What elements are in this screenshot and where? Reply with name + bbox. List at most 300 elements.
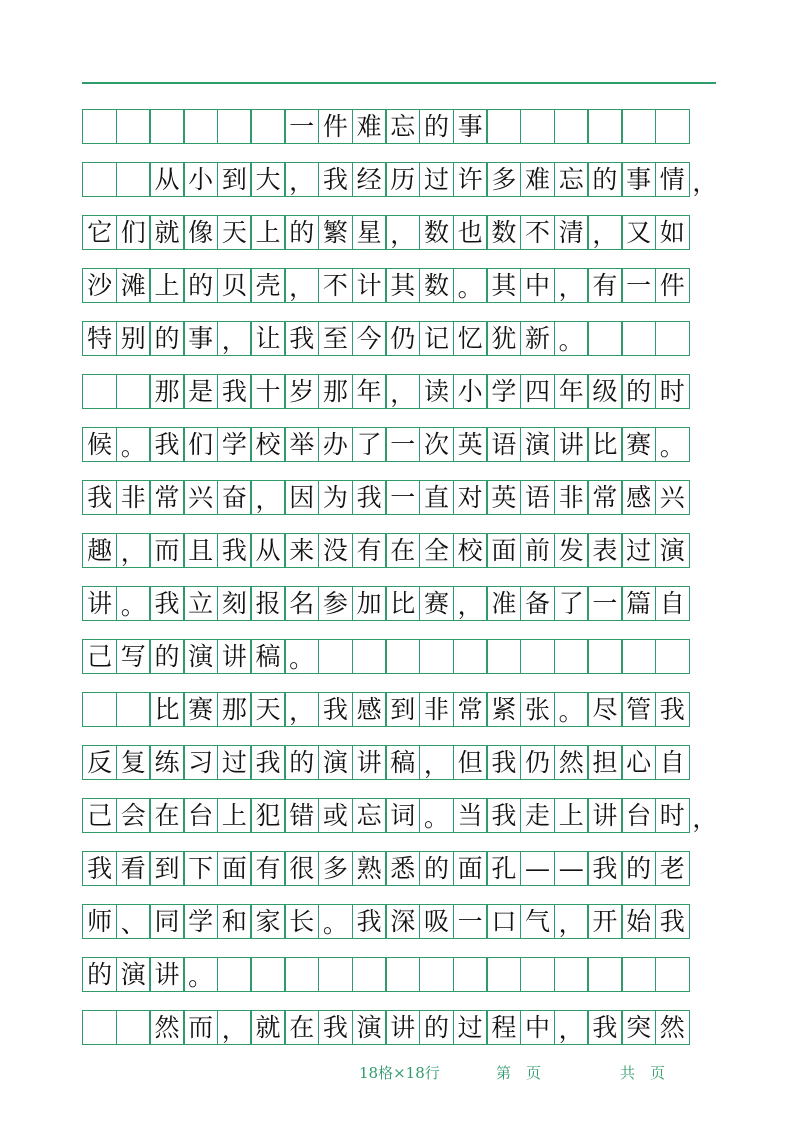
- grid-cell: 。: [453, 268, 488, 303]
- grid-cell: 名: [284, 586, 319, 621]
- grid-cell: 比: [149, 692, 184, 727]
- grid-cell: 学: [183, 904, 218, 939]
- grid-cell: [621, 957, 656, 992]
- grid-cell: 中: [520, 268, 555, 303]
- grid-cell: 兴: [183, 480, 218, 515]
- grid-cell: 十: [250, 374, 285, 409]
- grid-cell: 立: [183, 586, 218, 621]
- grid-cell: 我: [318, 162, 353, 197]
- grid-cell: 从: [149, 162, 184, 197]
- grid-cell: [183, 109, 218, 144]
- grid-cell: 自: [655, 586, 690, 621]
- grid-cell: 突: [621, 1010, 656, 1045]
- grid-cell: [587, 957, 622, 992]
- grid-cell: 演: [318, 745, 353, 780]
- grid-cell: 吸: [419, 904, 454, 939]
- grid-cell: 感: [621, 480, 656, 515]
- grid-cell: [621, 109, 656, 144]
- grid-cell: 复: [116, 745, 151, 780]
- grid-cell: 直: [419, 480, 454, 515]
- grid-cell: 记: [419, 321, 454, 356]
- grid-cell: [621, 321, 656, 356]
- grid-cell: ，: [284, 268, 319, 303]
- grid-cell: 时: [655, 374, 690, 409]
- grid-row: [82, 268, 716, 303]
- grid-cell: 稿: [385, 745, 420, 780]
- grid-cell: 长: [284, 904, 319, 939]
- grid-cell: 有: [250, 851, 285, 886]
- grid-cell: 别: [116, 321, 151, 356]
- grid-cell: [486, 957, 521, 992]
- grid-cell: 反: [82, 745, 117, 780]
- grid-cell: ，: [284, 692, 319, 727]
- grid-cell: 和: [217, 904, 252, 939]
- grid-cell: 也: [453, 215, 488, 250]
- grid-cell: 程: [486, 1010, 521, 1045]
- grid-cell: 的: [587, 162, 622, 197]
- grid-row: [82, 215, 716, 250]
- grid-cell: 了: [352, 427, 387, 462]
- grid-cell: ，: [554, 1010, 589, 1045]
- grid-cell: 过: [453, 1010, 488, 1045]
- grid-cell: 深: [385, 904, 420, 939]
- grid-cell: 的: [419, 1010, 454, 1045]
- grid-row: [82, 321, 716, 356]
- grid-cell: 天: [217, 215, 252, 250]
- grid-cell: 自: [655, 745, 690, 780]
- grid-cell: 演: [520, 427, 555, 462]
- grid-cell: 没: [318, 533, 353, 568]
- grid-cell: 犹: [486, 321, 521, 356]
- grid-cell: ，: [692, 168, 718, 197]
- grid-cell: [318, 639, 353, 674]
- grid-cell: 我: [655, 692, 690, 727]
- grid-cell: 我: [149, 586, 184, 621]
- grid-cell: 忘: [554, 162, 589, 197]
- grid-cell: 不: [520, 215, 555, 250]
- grid-cell: 趣: [82, 533, 117, 568]
- grid-cell: 从: [250, 533, 285, 568]
- grid-cell: 心: [621, 745, 656, 780]
- grid-cell: 一: [587, 586, 622, 621]
- grid-cell: 始: [621, 904, 656, 939]
- grid-cell: 忘: [385, 109, 420, 144]
- grid-cell: 看: [116, 851, 151, 886]
- grid-cell: 语: [486, 427, 521, 462]
- grid-cell: 件: [655, 268, 690, 303]
- grid-cell: [655, 321, 690, 356]
- grid-cell: 讲: [587, 798, 622, 833]
- grid-cell: 备: [520, 586, 555, 621]
- grid-cell: 像: [183, 215, 218, 250]
- grid-cell: 沙: [82, 268, 117, 303]
- grid-cell: 讲: [352, 745, 387, 780]
- grid-cell: 多: [486, 162, 521, 197]
- grid-cell: 我: [284, 321, 319, 356]
- grid-cell: 学: [217, 427, 252, 462]
- grid-cell: 大: [250, 162, 285, 197]
- grid-cell: 会: [116, 798, 151, 833]
- grid-cell: 兴: [655, 480, 690, 515]
- grid-cell: 比: [587, 427, 622, 462]
- grid-row: [82, 109, 716, 144]
- grid-cell: 来: [284, 533, 319, 568]
- grid-cell: 件: [318, 109, 353, 144]
- grid-cell: 台: [183, 798, 218, 833]
- grid-cell: [486, 109, 521, 144]
- grid-cell: 计: [352, 268, 387, 303]
- grid-cell: 校: [250, 427, 285, 462]
- grid-cell: 到: [217, 162, 252, 197]
- grid-cell: 难: [520, 162, 555, 197]
- grid-cell: [587, 321, 622, 356]
- grid-cell: 台: [621, 798, 656, 833]
- grid-cell: 然: [554, 745, 589, 780]
- grid-cell: [82, 692, 117, 727]
- grid-cell: 。: [284, 639, 319, 674]
- grid-cell: [82, 1010, 117, 1045]
- total-pages-label: 共 页: [620, 1064, 666, 1082]
- grid-cell: 它: [82, 215, 117, 250]
- grid-cell: 然: [149, 1010, 184, 1045]
- grid-cell: [587, 639, 622, 674]
- grid-cell: [486, 639, 521, 674]
- grid-row: [82, 692, 716, 727]
- grid-cell: ，: [419, 745, 454, 780]
- grid-cell: 因: [284, 480, 319, 515]
- grid-cell: 我: [352, 904, 387, 939]
- grid-cell: 非: [116, 480, 151, 515]
- grid-cell: [520, 639, 555, 674]
- grid-cell: 英: [453, 427, 488, 462]
- grid-cell: ，: [385, 215, 420, 250]
- writing-grid: [82, 109, 716, 1063]
- grid-cell: 紧: [486, 692, 521, 727]
- grid-cell: ，: [217, 1010, 252, 1045]
- grid-cell: 其: [486, 268, 521, 303]
- grid-cell: 讲: [217, 639, 252, 674]
- grid-cell: 然: [655, 1010, 690, 1045]
- grid-cell: 的: [82, 957, 117, 992]
- grid-cell: 一: [385, 480, 420, 515]
- grid-cell: 年: [352, 374, 387, 409]
- grid-cell: 走: [520, 798, 555, 833]
- grid-cell: 我: [82, 851, 117, 886]
- grid-cell: 历: [385, 162, 420, 197]
- grid-cell: 孔: [486, 851, 521, 886]
- grid-cell: [655, 109, 690, 144]
- grid-cell: [453, 639, 488, 674]
- grid-cell: 尽: [587, 692, 622, 727]
- grid-cell: 学: [486, 374, 521, 409]
- grid-cell: [116, 162, 151, 197]
- grid-cell: 的: [284, 215, 319, 250]
- grid-cell: 数: [486, 215, 521, 250]
- grid-cell: 让: [250, 321, 285, 356]
- grid-cell: 岁: [284, 374, 319, 409]
- grid-cell: 己: [82, 639, 117, 674]
- grid-cell: 全: [419, 533, 454, 568]
- grid-cell: 管: [621, 692, 656, 727]
- grid-cell: 加: [352, 586, 387, 621]
- grid-cell: 演: [655, 533, 690, 568]
- grid-cell: 事: [453, 109, 488, 144]
- grid-cell: 我: [486, 745, 521, 780]
- grid-cell: 英: [486, 480, 521, 515]
- grid-cell: 清: [554, 215, 589, 250]
- grid-cell: ，: [385, 374, 420, 409]
- grid-cell: 演: [183, 639, 218, 674]
- grid-cell: 但: [453, 745, 488, 780]
- grid-cell: 常: [453, 692, 488, 727]
- grid-cell: 参: [318, 586, 353, 621]
- grid-cell: 感: [352, 692, 387, 727]
- grid-cell: 到: [149, 851, 184, 886]
- grid-cell: 时: [655, 798, 690, 833]
- grid-cell: [587, 109, 622, 144]
- grid-cell: 过: [419, 162, 454, 197]
- grid-cell: 面: [486, 533, 521, 568]
- grid-cell: 师: [82, 904, 117, 939]
- grid-cell: [352, 957, 387, 992]
- grid-cell: 就: [250, 1010, 285, 1045]
- grid-cell: ，: [554, 904, 589, 939]
- grid-cell: 气: [520, 904, 555, 939]
- grid-cell: 而: [183, 1010, 218, 1045]
- grid-cell: 讲: [82, 586, 117, 621]
- grid-cell: ，: [554, 268, 589, 303]
- grid-cell: [284, 957, 319, 992]
- grid-cell: 讲: [385, 1010, 420, 1045]
- grid-cell: [554, 109, 589, 144]
- grid-cell: 犯: [250, 798, 285, 833]
- grid-cell: 发: [554, 533, 589, 568]
- grid-cell: 上: [217, 798, 252, 833]
- grid-cell: 在: [284, 1010, 319, 1045]
- grid-row: [82, 586, 716, 621]
- grid-cell: 为: [318, 480, 353, 515]
- grid-cell: 仍: [520, 745, 555, 780]
- grid-cell: 特: [82, 321, 117, 356]
- top-rule: [82, 82, 716, 84]
- grid-cell: 或: [318, 798, 353, 833]
- grid-cell: [352, 639, 387, 674]
- grid-cell: 数: [419, 215, 454, 250]
- grid-cell: 过: [621, 533, 656, 568]
- grid-cell: 赛: [183, 692, 218, 727]
- grid-cell: [250, 957, 285, 992]
- grid-cell: 不: [318, 268, 353, 303]
- grid-cell: 我: [149, 427, 184, 462]
- grid-row: [82, 851, 716, 886]
- grid-cell: 举: [284, 427, 319, 462]
- grid-row: [82, 480, 716, 515]
- grid-cell: 在: [149, 798, 184, 833]
- grid-cell: 我: [318, 1010, 353, 1045]
- grid-cell: 赛: [621, 427, 656, 462]
- grid-row: [82, 533, 716, 568]
- grid-cell: 读: [419, 374, 454, 409]
- grid-cell: [82, 109, 117, 144]
- grid-cell: 那: [149, 374, 184, 409]
- grid-cell: 演: [352, 1010, 387, 1045]
- grid-cell: 面: [217, 851, 252, 886]
- grid-cell: 刻: [217, 586, 252, 621]
- grid-cell: [149, 109, 184, 144]
- grid-cell: 我: [655, 904, 690, 939]
- grid-cell: 。: [183, 957, 218, 992]
- grid-cell: 前: [520, 533, 555, 568]
- grid-cell: 的: [419, 109, 454, 144]
- grid-cell: 稿: [250, 639, 285, 674]
- grid-cell: 校: [453, 533, 488, 568]
- grid-cell: 小: [453, 374, 488, 409]
- grid-row: [82, 427, 716, 462]
- grid-cell: 天: [250, 692, 285, 727]
- grid-cell: 其: [385, 268, 420, 303]
- grid-cell: 新: [520, 321, 555, 356]
- grid-row: [82, 904, 716, 939]
- grid-cell: 且: [183, 533, 218, 568]
- grid-cell: 的: [284, 745, 319, 780]
- grid-cell: [217, 109, 252, 144]
- grid-cell: 事: [183, 321, 218, 356]
- grid-cell: 常: [587, 480, 622, 515]
- grid-cell: [250, 109, 285, 144]
- grid-cell: ，: [692, 804, 718, 833]
- grid-cell: 经: [352, 162, 387, 197]
- grid-row: [82, 745, 716, 780]
- grid-cell: [419, 957, 454, 992]
- grid-cell: 。: [554, 321, 589, 356]
- grid-cell: 多: [318, 851, 353, 886]
- grid-cell: [116, 1010, 151, 1045]
- grid-spec-label: 18格×18行: [359, 1064, 440, 1082]
- grid-cell: 忆: [453, 321, 488, 356]
- grid-cell: ，: [284, 162, 319, 197]
- grid-cell: 。: [318, 904, 353, 939]
- grid-cell: 语: [520, 480, 555, 515]
- grid-cell: 次: [419, 427, 454, 462]
- grid-cell: [453, 957, 488, 992]
- grid-cell: [116, 109, 151, 144]
- grid-cell: 如: [655, 215, 690, 250]
- grid-cell: 到: [385, 692, 420, 727]
- grid-cell: 一: [284, 109, 319, 144]
- grid-cell: 篇: [621, 586, 656, 621]
- grid-cell: 滩: [116, 268, 151, 303]
- grid-cell: 非: [419, 692, 454, 727]
- grid-cell: 熟: [352, 851, 387, 886]
- grid-cell: 中: [520, 1010, 555, 1045]
- grid-cell: 是: [183, 374, 218, 409]
- grid-cell: [655, 957, 690, 992]
- grid-cell: 办: [318, 427, 353, 462]
- grid-cell: 对: [453, 480, 488, 515]
- grid-cell: 而: [149, 533, 184, 568]
- grid-cell: 同: [149, 904, 184, 939]
- grid-cell: 四: [520, 374, 555, 409]
- grid-cell: [520, 957, 555, 992]
- grid-cell: 情: [655, 162, 690, 197]
- grid-cell: 的: [183, 268, 218, 303]
- grid-cell: 一: [453, 904, 488, 939]
- grid-cell: 忘: [352, 798, 387, 833]
- grid-cell: 事: [621, 162, 656, 197]
- grid-cell: 贝: [217, 268, 252, 303]
- grid-cell: 有: [587, 268, 622, 303]
- grid-cell: 。: [655, 427, 690, 462]
- grid-cell: 我: [217, 374, 252, 409]
- grid-cell: 候: [82, 427, 117, 462]
- grid-cell: 错: [284, 798, 319, 833]
- grid-cell: 奋: [217, 480, 252, 515]
- grid-cell: 又: [621, 215, 656, 250]
- grid-cell: 上: [554, 798, 589, 833]
- grid-cell: 至: [318, 321, 353, 356]
- grid-cell: [621, 639, 656, 674]
- grid-cell: 准: [486, 586, 521, 621]
- grid-cell: 讲: [149, 957, 184, 992]
- grid-cell: 过: [217, 745, 252, 780]
- grid-cell: 我: [587, 851, 622, 886]
- grid-cell: 我: [82, 480, 117, 515]
- grid-row: [82, 162, 716, 197]
- grid-cell: 上: [250, 215, 285, 250]
- grid-cell: 在: [385, 533, 420, 568]
- grid-cell: —: [554, 851, 589, 886]
- grid-cell: 许: [453, 162, 488, 197]
- grid-cell: 。: [116, 427, 151, 462]
- grid-cell: 担: [587, 745, 622, 780]
- grid-cell: 难: [352, 109, 387, 144]
- grid-cell: ，: [587, 215, 622, 250]
- grid-cell: 词: [385, 798, 420, 833]
- grid-cell: ，: [217, 321, 252, 356]
- grid-cell: 我: [486, 798, 521, 833]
- grid-cell: 习: [183, 745, 218, 780]
- grid-cell: 们: [116, 215, 151, 250]
- grid-cell: [520, 109, 555, 144]
- grid-cell: [116, 692, 151, 727]
- grid-cell: 的: [419, 851, 454, 886]
- grid-cell: 表: [587, 533, 622, 568]
- grid-cell: 就: [149, 215, 184, 250]
- grid-cell: 一: [385, 427, 420, 462]
- grid-cell: 繁: [318, 215, 353, 250]
- grid-cell: 赛: [419, 586, 454, 621]
- grid-cell: 演: [116, 957, 151, 992]
- grid-cell: 当: [453, 798, 488, 833]
- grid-cell: 级: [587, 374, 622, 409]
- grid-cell: 今: [352, 321, 387, 356]
- grid-cell: ，: [250, 480, 285, 515]
- grid-cell: 年: [554, 374, 589, 409]
- grid-cell: 我: [352, 480, 387, 515]
- grid-row: [82, 798, 716, 833]
- grid-cell: [385, 639, 420, 674]
- grid-cell: 的: [149, 639, 184, 674]
- grid-cell: 常: [149, 480, 184, 515]
- grid-cell: 一: [621, 268, 656, 303]
- grid-cell: 那: [217, 692, 252, 727]
- grid-cell: 报: [250, 586, 285, 621]
- grid-cell: 老: [655, 851, 690, 886]
- page-number-label: 第 页: [496, 1064, 542, 1082]
- grid-cell: [318, 957, 353, 992]
- grid-cell: 讲: [554, 427, 589, 462]
- grid-cell: 。: [554, 692, 589, 727]
